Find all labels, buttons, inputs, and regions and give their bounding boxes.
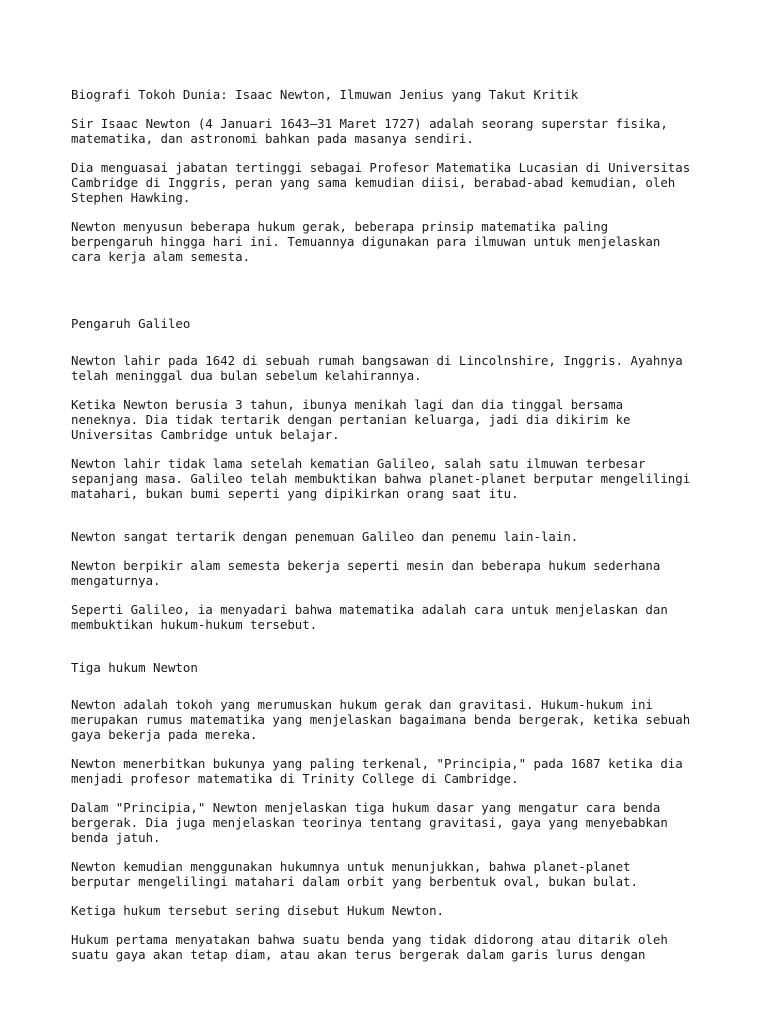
document-page <box>71 87 731 962</box>
body-paragraph: Hukum pertama menyatakan bahwa suatu benda yang tidak didorong atau ditarik oleh suatu gaya akan tetap diam, atau akan terus bergerak dalam garis lurus dengan <box>71 932 668 962</box>
body-paragraph: Newton menerbitkan bukunya yang paling terkenal, "Principia," pada 1687 ketika dia menjadi profesor matematika di Trinity College di Cambridge. <box>71 756 683 786</box>
body-paragraph: Dalam "Principia," Newton menjelaskan tiga hukum dasar yang mengatur cara benda bergerak. Dia juga menjelaskan teorinya tentang gravitasi, gaya yang menyebabkan benda jatuh. <box>71 800 668 845</box>
body-paragraph: Newton sangat tertarik dengan penemuan Galileo dan penemu lain-lain. <box>71 529 579 544</box>
body-paragraph: Seperti Galileo, ia menyadari bahwa matematika adalah cara untuk menjelaskan dan membuktikan hukum-hukum tersebut. <box>71 602 668 632</box>
body-paragraph: Ketiga hukum tersebut sering disebut Hukum Newton. <box>71 903 444 918</box>
body-paragraph: Newton adalah tokoh yang merumuskan hukum gerak dan gravitasi. Hukum-hukum ini merupakan rumus matematika yang menjelaskan bagaimana benda bergerak, ketika sebuah gaya bekerja pada mereka. <box>71 697 691 742</box>
section-heading-three-laws: Tiga hukum Newton <box>71 660 198 675</box>
body-paragraph: Newton lahir pada 1642 di sebuah rumah bangsawan di Lincolnshire, Inggris. Ayahnya telah meninggal dua bulan sebelum kelahirannya. <box>71 353 683 383</box>
document-title: Biografi Tokoh Dunia: Isaac Newton, Ilmuwan Jenius yang Takut Kritik <box>71 87 579 102</box>
intro-paragraph: Newton menyusun beberapa hukum gerak, beberapa prinsip matematika paling berpengaruh hingga hari ini. Temuannya digunakan para ilmuwan untuk menjelaskan cara kerja alam semesta. <box>71 219 661 264</box>
body-paragraph: Ketika Newton berusia 3 tahun, ibunya menikah lagi dan dia tinggal bersama neneknya. Dia tidak tertarik dengan pertanian keluarga, jadi dia dikirim ke Universitas Cambridge untuk belajar. <box>71 397 631 442</box>
body-paragraph: Newton kemudian menggunakan hukumnya untuk menunjukkan, bahwa planet-planet berputar mengelilingi matahari dalam orbit yang berbentuk oval, bukan bulat. <box>71 859 638 889</box>
body-paragraph: Newton lahir tidak lama setelah kematian Galileo, salah satu ilmuwan terbesar sepanjang masa. Galileo telah membuktikan bahwa planet-planet berputar mengelilingi matahari, bukan bumi seperti yang dipikirkan orang saat itu. <box>71 456 691 501</box>
intro-paragraph: Sir Isaac Newton (4 Januari 1643–31 Maret 1727) adalah seorang superstar fisika, matematika, dan astronomi bahkan pada masanya sendiri. <box>71 116 668 146</box>
intro-paragraph: Dia menguasai jabatan tertinggi sebagai Profesor Matematika Lucasian di Universitas Cambridge di Inggris, peran yang sama kemudian diisi, berabad-abad kemudian, oleh Stephen Hawking. <box>71 160 691 205</box>
section-heading-galileo: Pengaruh Galileo <box>71 316 191 331</box>
body-paragraph: Newton berpikir alam semesta bekerja seperti mesin dan beberapa hukum sederhana mengaturnya. <box>71 558 661 588</box>
